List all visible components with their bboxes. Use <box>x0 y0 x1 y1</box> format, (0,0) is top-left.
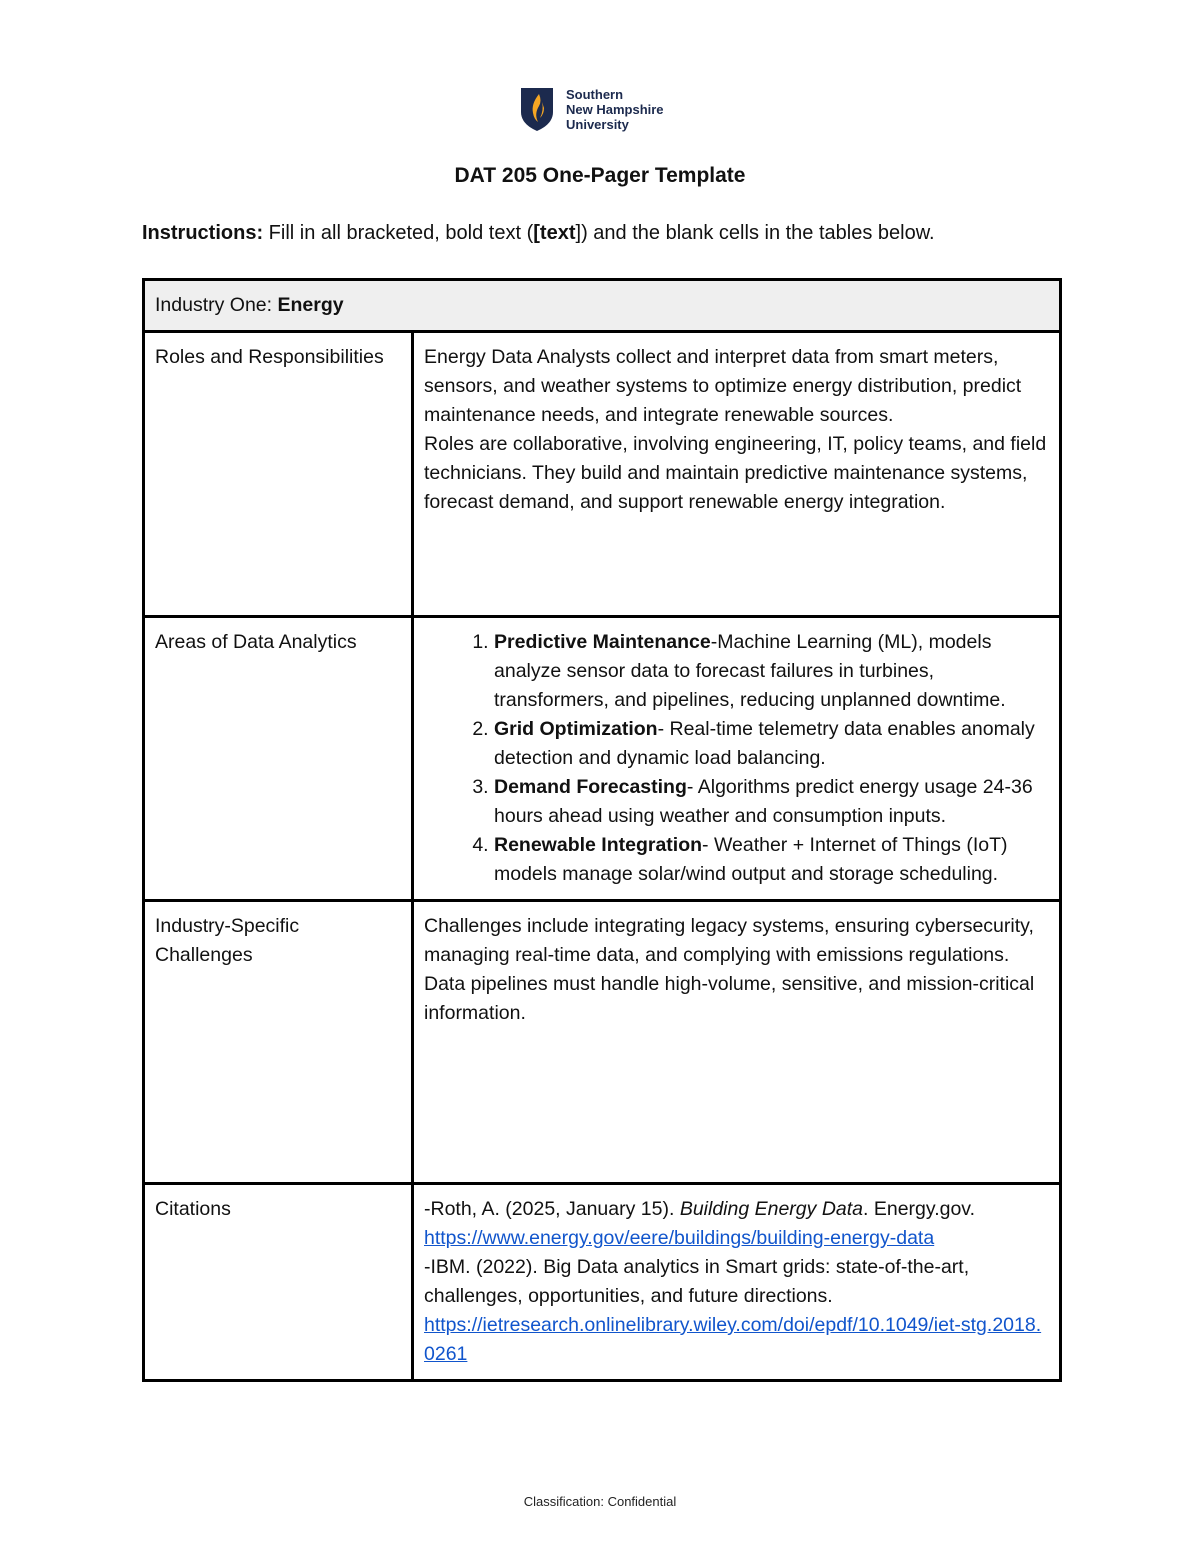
area-text: - Weather + Internet of Things (IoT) models manage solar/wind output and storage scheduling. <box>494 834 1008 885</box>
area-text: - Algorithms predict energy usage 24-36 hours ahead using weather and consumption inputs. <box>494 776 1033 827</box>
instructions-bracket-close: ] <box>575 222 582 244</box>
document-title: DAT 205 One-Pager Template <box>454 164 746 187</box>
logo-wordmark <box>566 87 664 132</box>
areas-label: Areas of Data Analytics <box>144 617 413 901</box>
citation-2-link[interactable]: https://ietresearch.onlinelibrary.wiley.com/doi/epdf/10.1049/iet-stg.2018.0261 <box>424 1314 1042 1365</box>
instructions-bracket-open: [ <box>533 222 540 244</box>
citation-1 <box>424 1195 1049 1224</box>
instructions-text-before: Fill in all bracketed, bold text ( <box>263 222 534 244</box>
area-title: Renewable Integration <box>494 834 703 856</box>
industry-label: Industry One: <box>155 294 278 316</box>
instructions <box>142 222 1062 245</box>
classification-footer: Classification: Confidential <box>523 1494 677 1509</box>
citations-label: Citations <box>144 1184 413 1381</box>
industry-header-cell <box>144 280 1061 332</box>
list-item <box>494 715 1049 773</box>
instructions-text-after: ) and the blank cells in the tables below. <box>581 222 935 244</box>
table-row-citations <box>144 1184 1061 1381</box>
list-item <box>494 831 1049 889</box>
industry-table <box>142 278 1062 1382</box>
table-header-row <box>144 280 1061 332</box>
roles-cell <box>413 332 1061 617</box>
area-title: Demand Forecasting <box>494 776 687 798</box>
citations-cell <box>413 1184 1061 1381</box>
roles-label: Roles and Responsibilities <box>144 332 413 617</box>
challenges-label: Industry-Specific Challenges <box>144 901 413 1184</box>
areas-cell <box>413 617 1061 901</box>
university-logo <box>520 84 720 134</box>
logo-line-2: New Hampshire <box>566 101 664 117</box>
list-item <box>494 773 1049 831</box>
area-title: Grid Optimization <box>494 718 658 740</box>
roles-paragraph-2: Roles are collaborative, involving engineering, IT, policy teams, and field technicians. They build and maintain predictive maintenance systems, forecast demand, and support renewable energy integration. <box>424 433 1047 513</box>
table-row-areas <box>144 617 1061 901</box>
list-item <box>494 628 1049 715</box>
citation-1-prefix: -Roth, A. (2025, January 15). <box>424 1198 680 1220</box>
citation-1-suffix: . Energy.gov. <box>863 1198 976 1220</box>
area-text: - Real-time telemetry data enables anomaly detection and dynamic load balancing. <box>494 718 1035 769</box>
shield-flame-icon <box>520 86 554 132</box>
table-row-challenges <box>144 901 1061 1184</box>
logo-line-1: Southern <box>566 86 624 102</box>
instructions-label: Instructions: <box>142 222 264 244</box>
roles-paragraph-1: Energy Data Analysts collect and interpret data from smart meters, sensors, and weather systems to optimize energy distribution, predict maintenance needs, and integrate renewable sources. <box>424 346 1022 426</box>
instructions-bold-word: text <box>539 222 576 244</box>
citation-2-text: -IBM. (2022). Big Data analytics in Smart grids: state-of-the-art, challenges, opportunities, and future directions. <box>424 1256 970 1307</box>
citation-1-link[interactable]: https://www.energy.gov/eere/buildings/building-energy-data <box>424 1227 935 1249</box>
citation-1-title: Building Energy Data <box>679 1198 864 1220</box>
area-text: -Machine Learning (ML), models analyze sensor data to forecast failures in turbines, transformers, and pipelines, reducing unplanned downtime. <box>494 631 1006 711</box>
logo-line-3: University <box>566 116 629 132</box>
challenges-cell: Challenges include integrating legacy systems, ensuring cybersecurity, managing real-time data, and complying with emissions regulations. Data pipelines must handle high-volume, sensitive, and mission-critical information. <box>413 901 1061 1184</box>
table-row-roles <box>144 332 1061 617</box>
area-title: Predictive Maintenance <box>494 631 711 653</box>
industry-value: Energy <box>277 294 344 316</box>
areas-list <box>424 628 1049 889</box>
